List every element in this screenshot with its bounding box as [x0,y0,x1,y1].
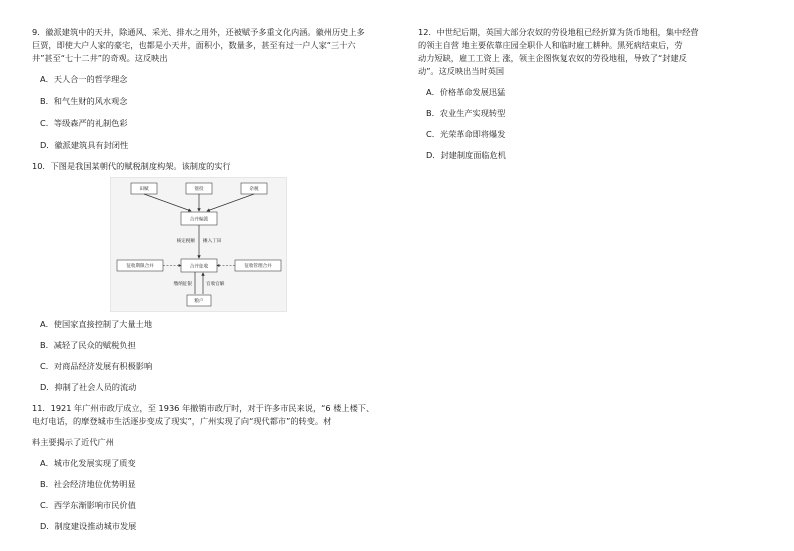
box-tianfu-label: 田赋 [139,187,149,192]
q10-stem: 10．下图是我国某朝代的赋税制度构架。该制度的实行 [32,161,231,171]
q12-option-b: B．农业生产实现转型 [426,108,506,118]
q12-stem-line2: 的领主自营 地主要依靠庄园全职仆人和临时雇工耕种。黑死病结束后，劳 [418,40,683,50]
q9-stem-line3: 井”甚至“七十二井”的奇观。这反映出 [32,53,168,63]
q9-stem-line2: 巨贾，即使大户人家的豪宅，也都是小天井，面积小，数量多，甚至有过一户人家“三十六 [32,40,356,50]
q11-option-a: A．城市化发展实现了质变 [40,458,136,468]
box-merge-assign-label: 合并编派 [189,217,209,223]
q9-option-a: A．天人合一的哲学理念 [40,74,128,84]
q10-option-b: B．减轻了民众的赋税负担 [40,340,136,350]
arrow-tianfu [144,194,191,211]
q12-stem-line1: 12．中世纪后期，英国大部分农奴的劳役地租已经折算为货币地租，集中经营 [418,27,699,37]
q10-option-d: D．抑制了社会人员的流动 [40,382,137,392]
q12-option-d: D．封建制度面临危机 [426,150,506,160]
q11-stem-line3: 料主要揭示了近代广州 [32,437,114,447]
box-period-merge-label: 征收期限合并 [126,264,154,269]
left-column [32,26,390,533]
q12-option-c: C．光荣革命即将爆发 [426,129,506,139]
q9-option-d: D．徽派建筑具有封闭性 [40,140,129,150]
box-merge-collect-label: 合并征收 [189,264,209,270]
label-apportion: 摊入丁田 [203,239,222,244]
tax-system-diagram-svg [111,178,286,311]
label-verify-tax: 核定税额 [176,239,195,244]
q10-option-a: A．使国家直接控制了大量土地 [40,319,153,329]
q12-stem-line3: 动力短缺，雇工工资上 涨，领主企图恢复农奴的劳役地租，导致了“封建反 [418,53,687,63]
q11-option-c: C．西学东渐影响市民价值 [40,500,136,510]
q10-option-c: C．对商品经济发展有积极影响 [40,361,153,371]
q12-option-a: A．价格革命发展迅猛 [426,87,506,97]
q11-option-b: B．社会经济地位优势明显 [40,479,136,489]
box-household-label: 粮户 [194,299,204,304]
right-column [418,26,758,162]
label-pay-silver: 缴纳征银 [173,282,192,287]
q11-stem-line2: 电灯电话，的摩登城市生活逐步变成了现实”，广州实现了向“现代都市”的转变。材 [32,416,332,426]
arrow-zashui [207,194,254,211]
q9-option-c: C．等级森严的礼制色彩 [40,118,128,128]
q9-option-b: B．和气生财的风水观念 [40,96,128,106]
q11-option-d: D．制度建设推动城市发展 [40,521,137,531]
q11-stem-line1: 11．1921 年广州市政厅成立，至 1936 年撤销市政厅时，对于许多市民来说，“6 楼上楼下、 [32,403,375,413]
box-management-merge-label: 征收管理合并 [244,264,272,269]
q9-stem-line1: 9．徽派建筑中的天井，除通风、采光、排水之用外，还被赋予多重文化内涵。徽州历史上多 [32,27,365,37]
box-yaoyi-label: 徭役 [194,187,204,192]
label-official-collect: 官收官解 [206,282,225,287]
tax-system-diagram [110,177,287,312]
q12-stem-line4: 动”。这反映出当时英国 [418,66,505,76]
box-zashui-label: 杂税 [249,187,259,192]
